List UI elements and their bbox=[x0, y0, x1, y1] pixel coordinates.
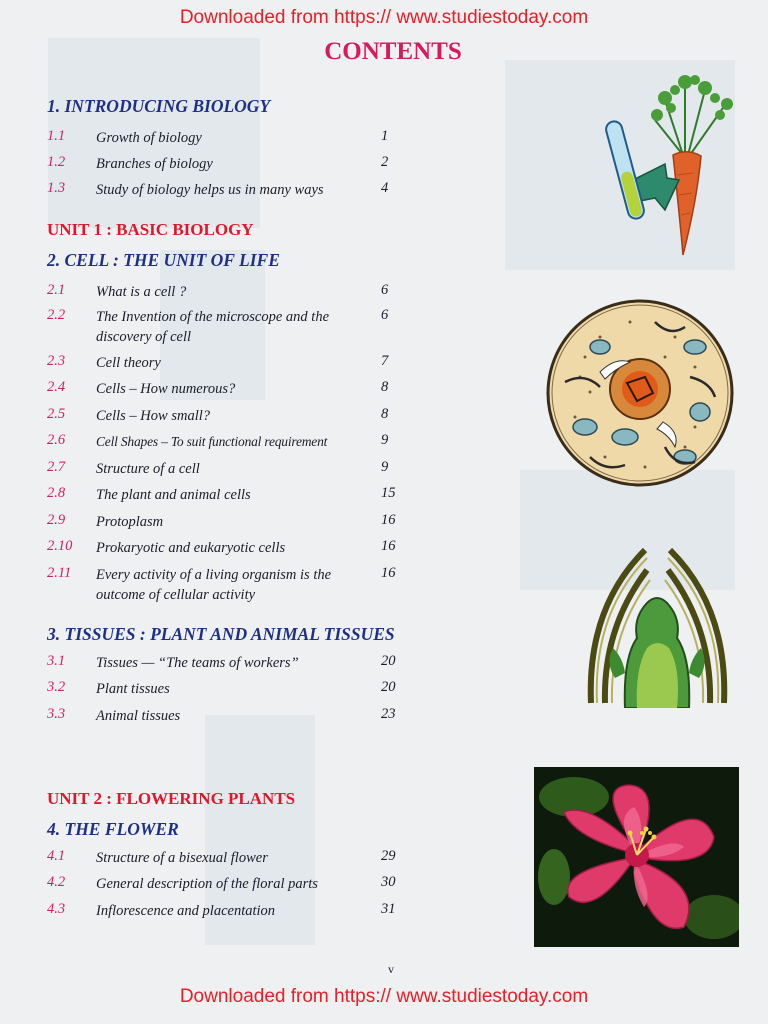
entry-number: 2.9 bbox=[47, 512, 66, 528]
entry-number: 2.8 bbox=[47, 485, 66, 501]
entry-title: Tissues — “The teams of workers” bbox=[96, 655, 299, 671]
unit-heading: UNIT 1 : BASIC BIOLOGY bbox=[47, 220, 254, 239]
entry-title: Animal tissues bbox=[96, 708, 181, 724]
entry-page: 29 bbox=[381, 848, 396, 864]
entry-number: 2.1 bbox=[47, 282, 66, 298]
chapter-heading: 2. CELL : THE UNIT OF LIFE bbox=[47, 250, 280, 270]
entry-number: 2.6 bbox=[47, 432, 66, 448]
entry-title: Cells – How numerous? bbox=[96, 381, 236, 397]
entry-number: 1.1 bbox=[47, 128, 66, 144]
shoot-apex-illustration bbox=[585, 548, 730, 708]
page-title: CONTENTS bbox=[324, 38, 462, 65]
carrot-test-tube-illustration bbox=[605, 60, 740, 260]
entry-title: What is a cell ? bbox=[96, 284, 187, 300]
download-banner[interactable]: Downloaded from https:// www.studiestoday.com bbox=[179, 7, 589, 28]
entry-number: 4.1 bbox=[47, 848, 66, 864]
entry-page: 23 bbox=[381, 706, 396, 722]
entry-page: 16 bbox=[381, 565, 396, 581]
chapter-heading: 4. THE FLOWER bbox=[47, 819, 179, 839]
entry-number: 3.3 bbox=[47, 706, 66, 722]
entry-page: 16 bbox=[381, 512, 396, 528]
page-number: v bbox=[388, 962, 394, 976]
entry-title: Structure of a cell bbox=[96, 461, 200, 477]
entry-number: 1.3 bbox=[47, 180, 66, 196]
entry-title: Every activity of a living organism is the outcome of cellular activity bbox=[96, 567, 332, 603]
chapter-heading: 1. INTRODUCING BIOLOGY bbox=[47, 96, 271, 116]
entry-page: 20 bbox=[381, 653, 396, 669]
entry-number: 3.2 bbox=[47, 679, 66, 695]
entry-page: 6 bbox=[381, 307, 389, 323]
entry-title: Protoplasm bbox=[96, 514, 164, 530]
entry-page: 1 bbox=[381, 128, 389, 144]
entry-title: Plant tissues bbox=[96, 681, 170, 697]
entry-number: 2.5 bbox=[47, 406, 66, 422]
entry-page: 7 bbox=[381, 353, 389, 369]
entry-number: 2.3 bbox=[47, 353, 66, 369]
entry-title: Growth of biology bbox=[96, 130, 202, 146]
entry-number: 1.2 bbox=[47, 154, 66, 170]
entry-number: 2.2 bbox=[47, 307, 66, 323]
entry-page: 16 bbox=[381, 538, 396, 554]
entry-title: Inflorescence and placentation bbox=[96, 903, 276, 919]
chapter-heading: 3. TISSUES : PLANT AND ANIMAL TISSUES bbox=[47, 624, 395, 644]
entry-number: 4.2 bbox=[47, 874, 66, 890]
entry-title: The Invention of the microscope and the discovery of cell bbox=[96, 309, 330, 345]
entry-page: 9 bbox=[381, 432, 389, 448]
entry-number: 4.3 bbox=[47, 901, 66, 917]
entry-page: 2 bbox=[381, 154, 389, 170]
entry-page: 4 bbox=[381, 180, 389, 196]
entry-title: Cells – How small? bbox=[96, 408, 210, 424]
entry-page: 8 bbox=[381, 406, 389, 422]
entry-page: 31 bbox=[381, 901, 396, 917]
entry-page: 6 bbox=[381, 282, 389, 298]
hibiscus-flower-photo bbox=[534, 767, 739, 947]
unit-heading: UNIT 2 : FLOWERING PLANTS bbox=[47, 789, 296, 808]
download-banner[interactable]: Downloaded from https:// www.studiestoday.com bbox=[179, 986, 589, 1007]
entry-number: 2.7 bbox=[47, 459, 66, 475]
entry-page: 8 bbox=[381, 379, 389, 395]
entry-title: General description of the floral parts bbox=[96, 876, 318, 892]
entry-number: 2.10 bbox=[47, 538, 73, 554]
entry-page: 15 bbox=[381, 485, 396, 501]
entry-title: The plant and animal cells bbox=[96, 487, 251, 503]
entry-number: 2.4 bbox=[47, 379, 66, 395]
entry-title: Cell Shapes – To suit functional requirement bbox=[96, 434, 328, 449]
entry-title: Structure of a bisexual flower bbox=[96, 850, 268, 866]
entry-page: 20 bbox=[381, 679, 396, 695]
entry-title: Prokaryotic and eukaryotic cells bbox=[96, 540, 286, 556]
entry-title: Branches of biology bbox=[96, 156, 213, 172]
cell-diagram-illustration bbox=[545, 297, 735, 489]
entry-title: Cell theory bbox=[96, 355, 161, 371]
entry-number: 2.11 bbox=[47, 565, 72, 581]
entry-title: Study of biology helps us in many ways bbox=[96, 182, 324, 198]
entry-number: 3.1 bbox=[47, 653, 66, 669]
entry-page: 9 bbox=[381, 459, 389, 475]
entry-page: 30 bbox=[381, 874, 396, 890]
